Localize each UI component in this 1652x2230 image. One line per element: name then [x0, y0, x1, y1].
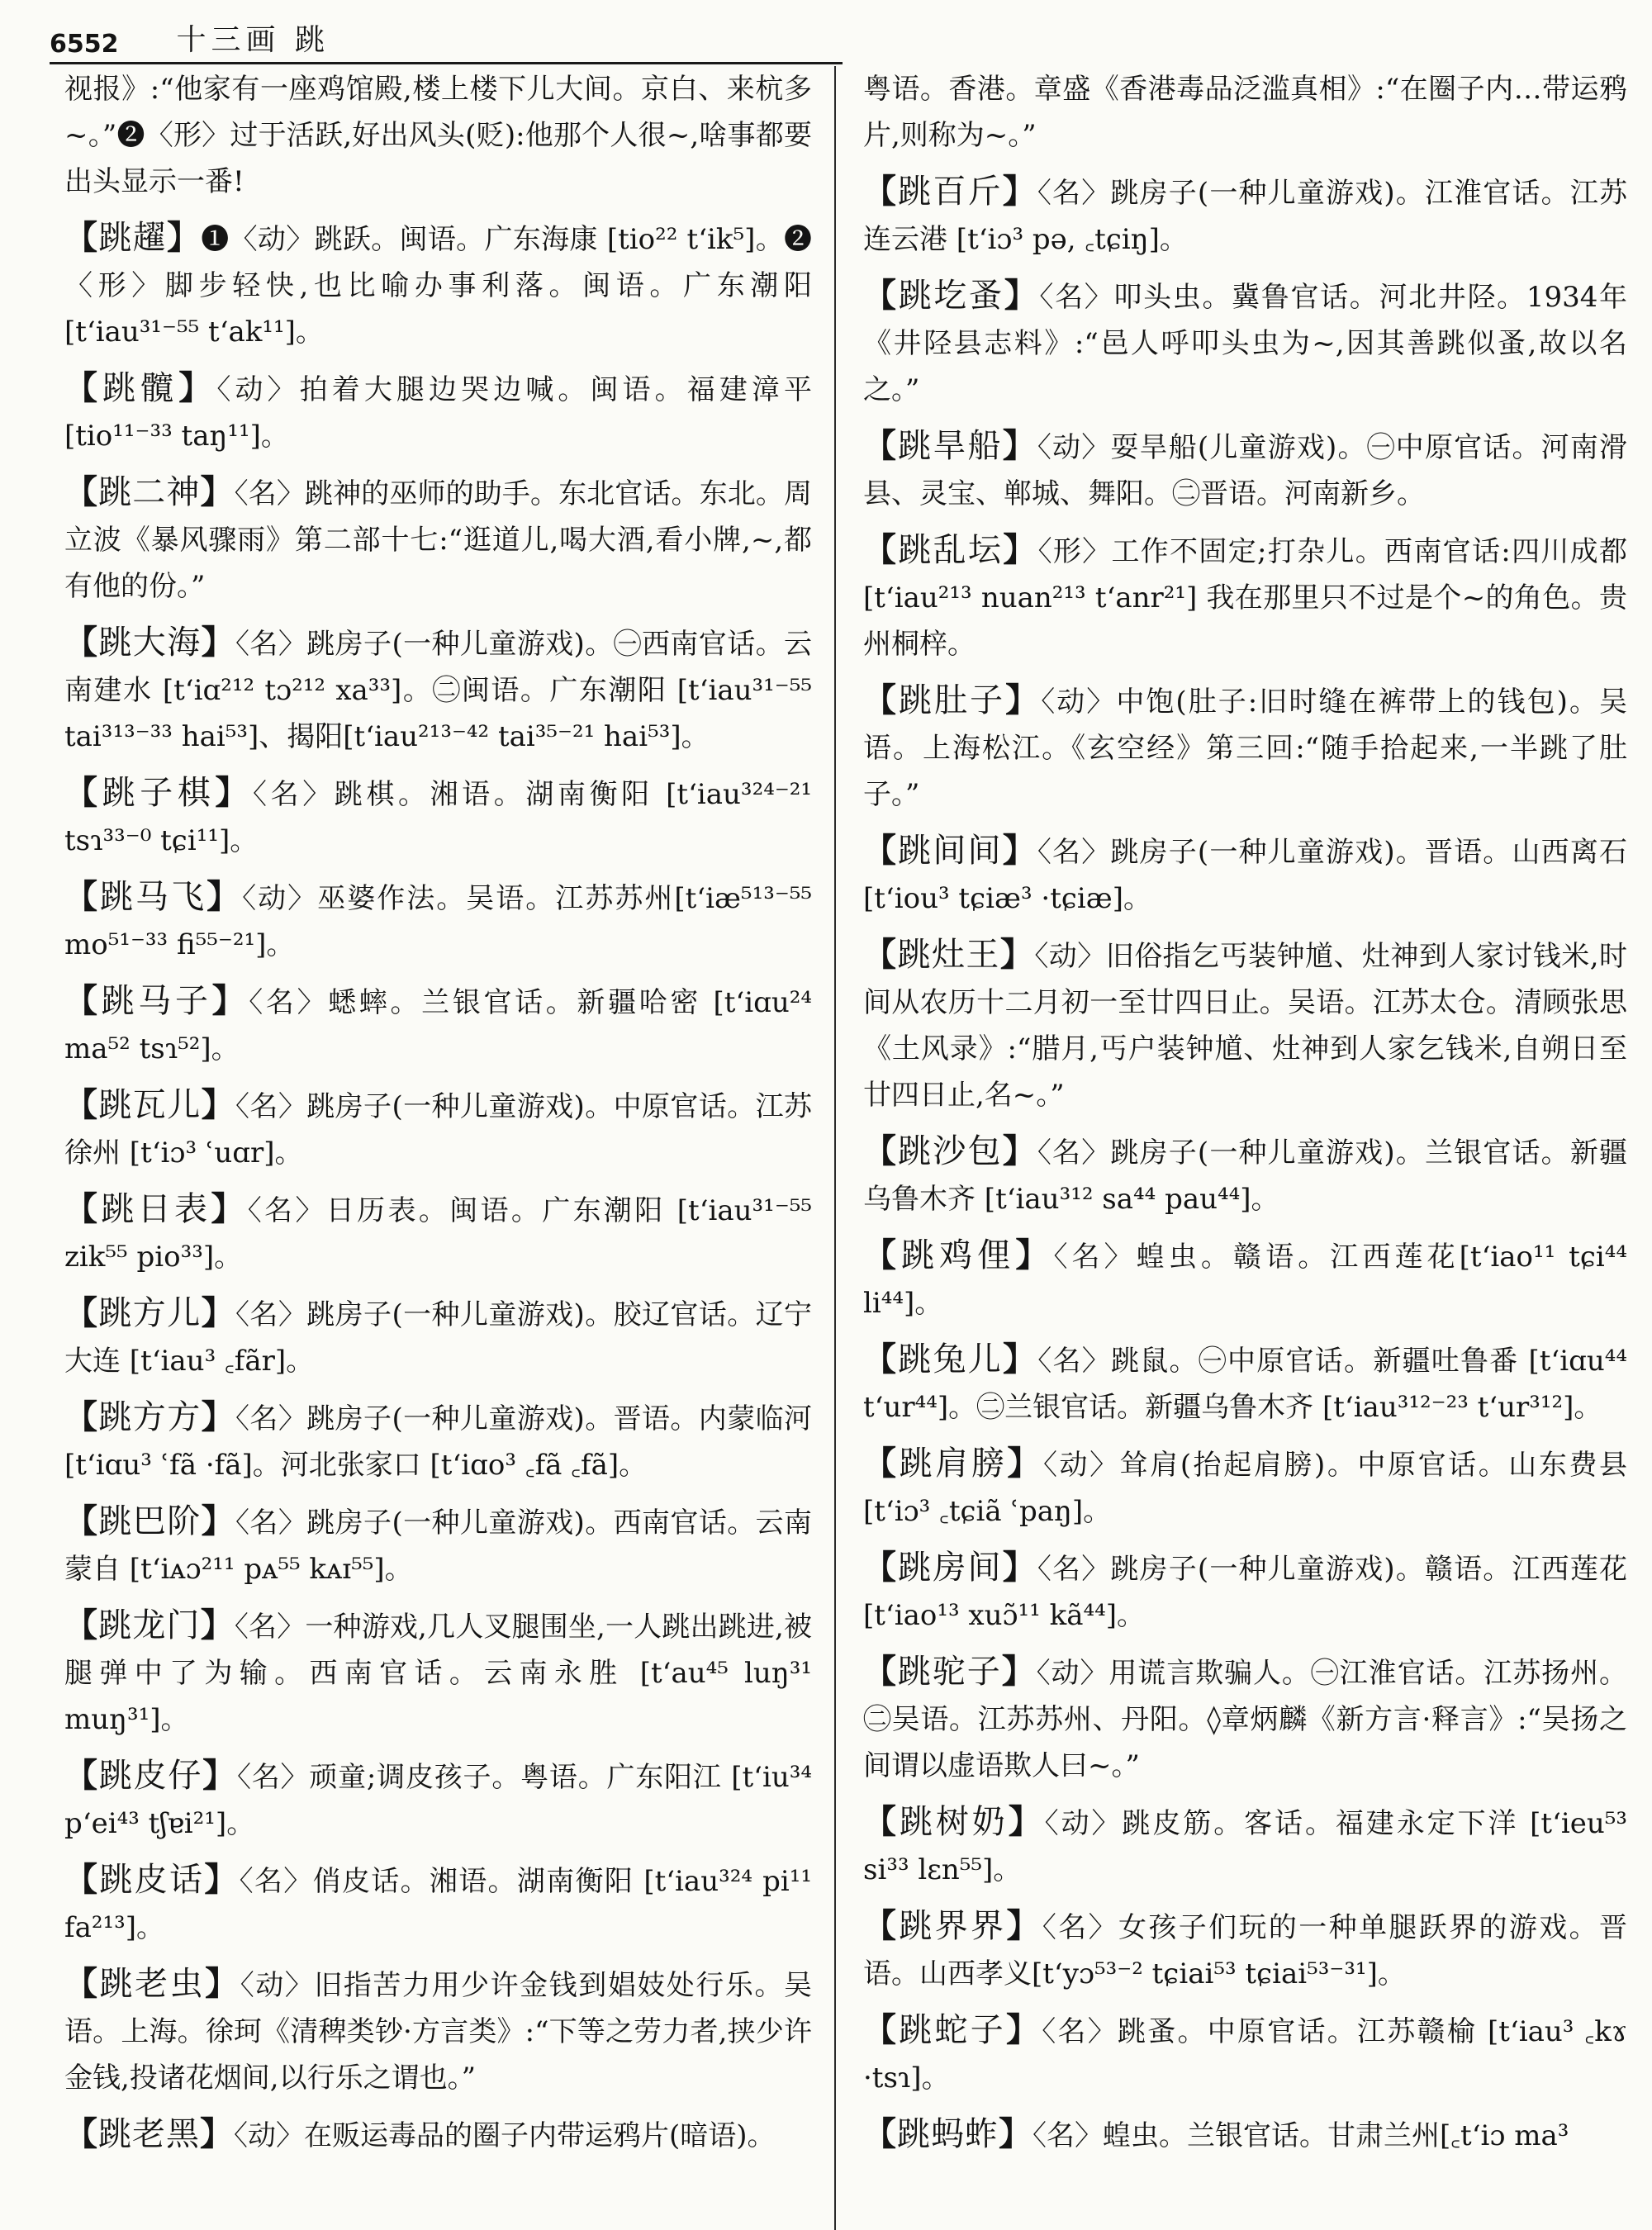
entry-definition: 〈动〉拍着大腿边哭边喊。闽语。福建漳平 [tio¹¹⁻³³ taŋ¹¹]。 — [64, 373, 812, 453]
dictionary-entry — [863, 273, 1627, 413]
dictionary-entry — [863, 1440, 1627, 1535]
headword-text: 跳乱坛 — [898, 531, 1004, 569]
entry-definition: 〈名〉蟋蟀。兰银官话。新疆哈密 [t‘iɑu²⁴ ma⁵² tsɿ⁵²]。 — [64, 986, 812, 1065]
headword-text: 跳房间 — [898, 1549, 1003, 1587]
column-divider — [834, 66, 836, 2230]
entry-definition: 〈动〉在贩运毒品的圈子内带运鸦片(暗语)。 — [234, 2119, 776, 2152]
entry-headword: 【跳驼子】 — [863, 1652, 1037, 1691]
entry-headword: 【跳趯】 — [64, 218, 202, 257]
entry-definition: 〈名〉跳房子(一种儿童游戏)。晋语。山西离石[t‘iou³ tɕiæ³ ·tɕiæ]。 — [863, 836, 1627, 915]
entry-headword: 【跳子棋】 — [64, 773, 254, 812]
entry-definition: 〈名〉跳神的巫师的助手。东北官话。东北。周立波《暴风骤雨》第二部十七:“逛道儿,喝大酒,看小牌,~,都有他的份。” — [64, 477, 812, 603]
dictionary-entry — [863, 1799, 1627, 1893]
headword-text: 跳树奶 — [899, 1803, 1009, 1841]
entry-definition: 〈名〉跳房子(一种儿童游戏)。晋语。内蒙临河[t‘iɑu³ ʿfã ·fã]。河北张家口 [t‘iɑo³ ꜀fã ꜀fã]。 — [64, 1402, 812, 1482]
entry-definition: 〈名〉日历表。闽语。广东潮阳 [t‘iau³¹⁻⁵⁵ zik⁵⁵ pio³³]。 — [64, 1194, 812, 1274]
dictionary-entry — [64, 1602, 812, 1743]
entry-headword: 【跳圪蚤】 — [863, 276, 1040, 315]
dictionary-entry — [863, 2007, 1627, 2101]
headword-text: 跳蚂蚱 — [897, 2115, 999, 2153]
headword-text: 跳老虫 — [99, 1965, 206, 2003]
dictionary-entry — [64, 2111, 812, 2159]
headword-text: 跳皮仔 — [98, 1757, 203, 1795]
dictionary-entry — [863, 168, 1627, 263]
entry-headword: 【跳灶王】 — [863, 935, 1035, 974]
entry-headword: 【跳方儿】 — [64, 1293, 236, 1332]
dictionary-entry — [863, 527, 1627, 667]
entry-definition: 〈动〉用谎言欺骗人。㊀江淮官话。江苏扬州。㊁吴语。江苏苏州、丹阳。◊章炳麟《新方言·释言》:“吴扬之间谓以虚语欺人曰~。” — [863, 1657, 1627, 1782]
headword-text: 跳兔儿 — [898, 1340, 1003, 1378]
dictionary-entry — [863, 828, 1627, 922]
entry-definition: 〈名〉跳蚤。中原官话。江苏赣榆 [t‘iau³ ꜀kɤ ·tsɿ]。 — [863, 2015, 1627, 2095]
dictionary-entry — [863, 1544, 1627, 1639]
entry-definition: 〈动〉巫婆作法。吴语。江苏苏州[t‘iæ⁵¹³⁻⁵⁵ mo⁵¹⁻³³ fi⁵⁵⁻²¹]。 — [64, 882, 812, 961]
entry-headword: 【跳马飞】 — [64, 877, 243, 916]
entry-definition: 〈名〉跳棋。湘语。湖南衡阳 [t‘iau³²⁴⁻²¹ tsɿ³³⁻⁰ tɕi¹¹]。 — [64, 778, 812, 857]
entry-continuation — [863, 66, 1627, 159]
headword-text: 跳二神 — [98, 473, 201, 511]
entry-headword: 【跳二神】 — [64, 472, 235, 511]
entry-headword: 【跳蛇子】 — [863, 2010, 1042, 2049]
entry-definition: 〈名〉跳房子(一种儿童游戏)。中原官话。江苏徐州 [t‘iɔ³ ʿuɑr]。 — [64, 1090, 812, 1170]
entry-headword: 【跳肩膀】 — [863, 1444, 1043, 1483]
entry-headword: 【跳髖】 — [64, 368, 217, 407]
entry-headword: 【跳马子】 — [64, 981, 249, 1020]
entry-definition: 视报》:“他家有一座鸡馆殿,楼上楼下儿大间。京白、来杭多~。”❷〈形〉过于活跃,好出风头(贬):他那个人很~,啥事都要出头显示一番! — [64, 73, 812, 198]
entry-headword: 【跳皮话】 — [64, 1860, 240, 1899]
entry-definition: 〈名〉跳房子(一种儿童游戏)。兰银官话。新疆乌鲁木齐 [t‘iau³¹² sa⁴⁴ pau⁴⁴]。 — [863, 1136, 1627, 1216]
entry-headword: 【跳乱坛】 — [863, 530, 1038, 569]
dictionary-entry — [863, 1128, 1627, 1222]
entry-definition: 〈名〉顽童;调皮孩子。粤语。广东阳江 [t‘iu³⁴ p‘ei⁴³ tʃɐi²¹]。 — [64, 1761, 812, 1840]
headword-text: 跳日表 — [101, 1190, 211, 1228]
entry-definition: 〈动〉耸肩(抬起肩膀)。中原官话。山东费县 [t‘iɔ³ ꜀tɕiã ʿpaŋ]。 — [863, 1449, 1627, 1528]
entry-headword: 【跳巴阶】 — [64, 1502, 236, 1540]
entry-headword: 【跳鸡俚】 — [863, 1236, 1054, 1274]
entry-definition: 〈名〉蝗虫。兰银官话。甘肃兰州[꜀t‘iɔ ma³ — [1032, 2119, 1569, 2152]
entry-definition: 〈名〉跳房子(一种儿童游戏)。西南官话。云南蒙自 [t‘iᴀɔ²¹¹ pᴀ⁵⁵ kᴀɪ⁵⁵]。 — [64, 1506, 812, 1586]
headword-text: 跳界界 — [899, 1907, 1007, 1945]
entry-definition: 〈名〉一种游戏,几人叉腿围坐,一人跳出跳进,被腿弹中了为输。西南官话。云南永胜 [t‘au⁴⁵ luŋ³¹ muŋ³¹]。 — [64, 1611, 812, 1736]
entry-definition: 〈名〉跳房子(一种儿童游戏)。赣语。江西莲花 [t‘iao¹³ xuɔ̃¹¹ kã⁴⁴]。 — [863, 1553, 1627, 1632]
entry-definition: 〈动〉中饱(肚子:旧时缝在裤带上的钱包)。吴语。上海松江。《玄空经》第三回:“随手拾起来,一半跳了肚子。” — [863, 686, 1627, 811]
headword-text: 跳鸡俚 — [901, 1236, 1016, 1274]
dictionary-entry — [64, 1290, 812, 1384]
dictionary-entry — [863, 1903, 1627, 1997]
entry-headword: 【跳皮仔】 — [64, 1756, 237, 1795]
headword-text: 跳驼子 — [897, 1653, 1002, 1691]
entry-continuation — [64, 66, 812, 205]
dictionary-entry — [863, 2111, 1627, 2159]
entry-headword: 【跳肚子】 — [863, 681, 1042, 719]
headword-text: 跳马子 — [101, 982, 212, 1020]
dictionary-entry — [64, 770, 812, 864]
entry-headword: 【跳龙门】 — [64, 1606, 235, 1644]
headword-text: 跳趯 — [98, 219, 167, 257]
dictionary-entry — [863, 1336, 1627, 1431]
headword-text: 跳老黑 — [98, 2115, 200, 2153]
page-header — [50, 12, 843, 64]
entry-headword: 【跳老虫】 — [64, 1964, 240, 2003]
entry-definition: 〈形〉工作不固定;打杂儿。西南官话:四川成都 [t‘iau²¹³ nuan²¹³ t‘anr²¹] 我在那里只不过是个~的角色。贵州桐梓。 — [863, 535, 1627, 661]
headword-text: 跳瓦儿 — [98, 1086, 202, 1124]
entry-definition: 〈名〉跳房子(一种儿童游戏)。江淮官话。江苏连云港 [t‘iɔ³ pə, ꜀tɕiŋ]。 — [863, 177, 1627, 256]
entry-definition: ❶〈动〉跳跃。闽语。广东海康 [tio²² t‘ik⁵]。❷〈形〉脚步轻快,也比喻办事利落。闽语。广东潮阳 [t‘iau³¹⁻⁵⁵ t‘ak¹¹]。 — [64, 223, 812, 349]
entry-headword: 【跳老黑】 — [64, 2114, 234, 2153]
headword-text: 跳旱船 — [898, 427, 1003, 465]
dictionary-entry — [863, 677, 1627, 818]
dictionary-entry — [64, 1961, 812, 2101]
dictionary-entry — [64, 1498, 812, 1592]
headword-text: 跳圪蚤 — [898, 277, 1004, 315]
headword-text: 跳肩膀 — [899, 1445, 1008, 1483]
section-title: 十三画 跳 — [176, 23, 330, 57]
entry-definition: 〈名〉女孩子们玩的一种单腿跃界的游戏。晋语。山西孝义[t‘yɔ⁵³⁻² tɕiai⁵³ tɕiai⁵³⁻³¹]。 — [863, 1911, 1627, 1990]
entry-definition: 〈名〉跳房子(一种儿童游戏)。㊀西南官话。云南建水 [t‘iɑ²¹² tɔ²¹² xa³³]。㊁闽语。广东潮阳 [t‘iau³¹⁻⁵⁵ tai³¹³⁻³³ hai⁵³]、揭阳[t‘iau²¹³⁻⁴² tai³⁵⁻²¹ hai⁵³]。 — [64, 628, 812, 753]
entry-headword: 【跳日表】 — [64, 1189, 248, 1228]
dictionary-entry — [64, 978, 812, 1072]
headword-text: 跳髖 — [102, 369, 179, 407]
dictionary-entry — [64, 1857, 812, 1951]
dictionary-entry — [64, 619, 812, 760]
dictionary-entry — [64, 215, 812, 355]
dictionary-entry — [64, 1394, 812, 1488]
dictionary-entry — [64, 365, 812, 459]
dictionary-entry — [64, 1186, 812, 1280]
headword-text: 跳马飞 — [100, 878, 207, 916]
entry-headword: 【跳沙包】 — [863, 1132, 1037, 1170]
headword-text: 跳巴阶 — [98, 1502, 202, 1540]
entry-definition: 〈名〉叩头虫。冀鲁官话。河北井陉。1934年《井陉县志料》:“邑人呼叩头虫为~,因其善跳似蚤,故以名之。” — [863, 281, 1627, 406]
headword-text: 跳子棋 — [102, 774, 216, 812]
entry-headword: 【跳界界】 — [863, 1906, 1042, 1945]
entry-definition: 〈名〉跳房子(一种儿童游戏)。胶辽官话。辽宁大连 [t‘iau³ ꜀fãr]。 — [64, 1298, 812, 1378]
dictionary-entry — [64, 469, 812, 610]
headword-text: 跳大海 — [98, 624, 202, 662]
dictionary-entry — [863, 1649, 1627, 1789]
dictionary-entry — [863, 1232, 1627, 1326]
entry-headword: 【跳房间】 — [863, 1548, 1037, 1587]
entry-headword: 【跳方方】 — [64, 1397, 236, 1436]
dictionary-entry — [64, 874, 812, 968]
headword-text: 跳间间 — [898, 832, 1003, 870]
entry-headword: 【跳间间】 — [863, 831, 1037, 870]
entry-definition: 〈动〉旧俗指乞丐装钟馗、灶神到人家讨钱米,时间从农历十二月初一至廿四日止。吴语。江苏太仓。清顾张思《土风录》:“腊月,丐户装钟馗、灶神到人家乞钱米,自朔日至廿四日止,名~。” — [863, 940, 1627, 1112]
entry-definition: 〈动〉跳皮筋。客话。福建永定下洋 [t‘ieu⁵³ si³³ lɛn⁵⁵]。 — [863, 1807, 1627, 1886]
dictionary-entry — [863, 932, 1627, 1118]
headword-text: 跳方方 — [98, 1398, 202, 1436]
page-number: 6552 — [50, 30, 119, 59]
entry-definition: 粤语。香港。章盛《香港毒品泛滥真相》:“在圈子内…带运鸦片,则称为~。” — [863, 73, 1627, 152]
dictionary-entry — [863, 423, 1627, 517]
headword-text: 跳皮话 — [99, 1861, 205, 1899]
entry-headword: 【跳瓦儿】 — [64, 1085, 236, 1124]
headword-text: 跳灶王 — [897, 936, 1000, 974]
left-column — [64, 66, 812, 2230]
entry-definition: 〈动〉耍旱船(儿童游戏)。㊀中原官话。河南滑县、灵宝、郸城、舞阳。㊁晋语。河南新乡。 — [863, 431, 1627, 510]
entry-definition: 〈动〉旧指苦力用少许金钱到娼妓处行乐。吴语。上海。徐珂《清稗类钞·方言类》:“下等之劳力者,挟少许金钱,投诸花烟间,以行乐之谓也。” — [64, 1969, 812, 2095]
entry-headword: 【跳兔儿】 — [863, 1340, 1038, 1378]
dictionary-entry — [64, 1753, 812, 1847]
headword-text: 跳方儿 — [98, 1294, 202, 1332]
entry-headword: 【跳旱船】 — [863, 426, 1037, 465]
headword-text: 跳沙包 — [898, 1132, 1003, 1170]
headword-text: 跳龙门 — [98, 1606, 201, 1644]
entry-definition: 〈名〉跳鼠。㊀中原官话。新疆吐鲁番 [t‘iɑu⁴⁴ t‘ur⁴⁴]。㊁兰银官话。新疆乌鲁木齐 [t‘iau³¹²⁻²³ t‘ur³¹²]。 — [863, 1345, 1627, 1424]
entry-definition: 〈名〉俏皮话。湘语。湖南衡阳 [t‘iau³²⁴ pi¹¹ fa²¹³]。 — [64, 1865, 812, 1944]
headword-text: 跳肚子 — [899, 681, 1006, 719]
headword-text: 跳蛇子 — [899, 2011, 1006, 2049]
headword-text: 跳百斤 — [898, 173, 1003, 211]
entry-headword: 【跳蚂蚱】 — [863, 2114, 1032, 2153]
entry-headword: 【跳百斤】 — [863, 172, 1037, 211]
dictionary-entry — [64, 1082, 812, 1176]
entry-headword: 【跳树奶】 — [863, 1802, 1045, 1841]
entry-definition: 〈名〉蝗虫。赣语。江西莲花[t‘iao¹¹ tɕi⁴⁴ li⁴⁴]。 — [863, 1241, 1627, 1320]
right-column — [863, 66, 1627, 2230]
entry-headword: 【跳大海】 — [64, 623, 236, 662]
